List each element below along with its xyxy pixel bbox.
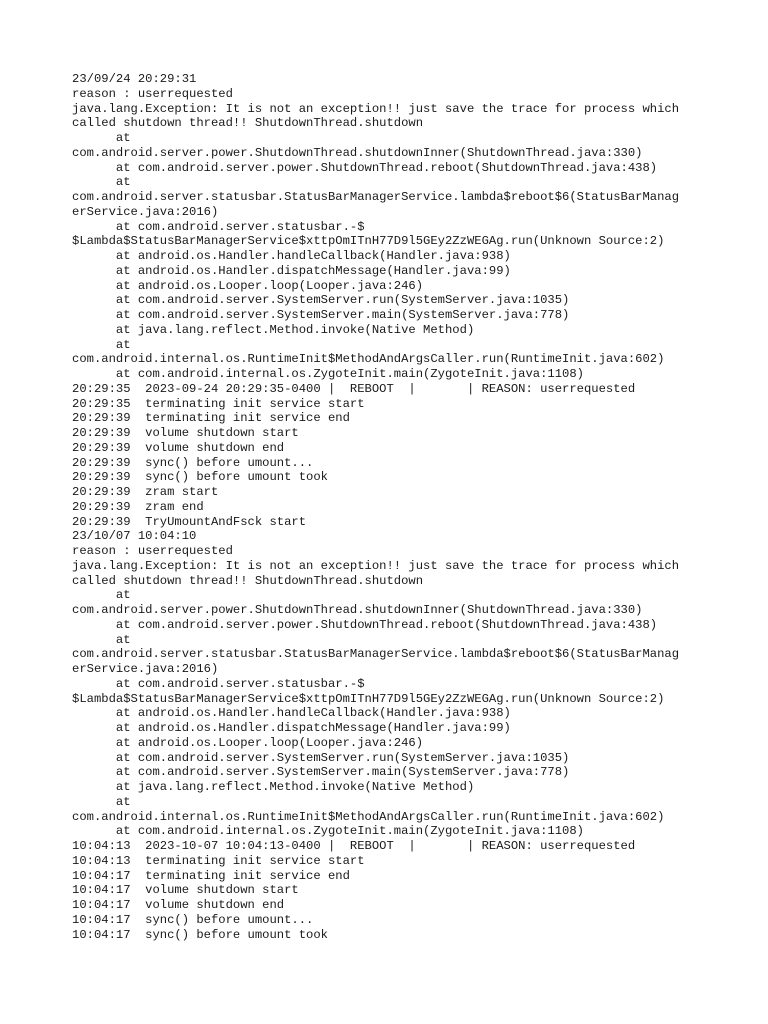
log-line: called shutdown thread!! ShutdownThread.shutdown — [72, 573, 424, 588]
log-line: at android.os.Looper.loop(Looper.java:246) — [72, 278, 424, 293]
log-line: at android.os.Handler.handleCallback(Handler.java:938) — [72, 706, 511, 721]
log-line: 20:29:39 volume shutdown end — [72, 440, 285, 455]
log-line: 10:04:17 volume shutdown start — [72, 883, 299, 898]
log-line: 20:29:39 TryUmountAndFsck start — [72, 514, 307, 529]
log-line: at com.android.internal.os.ZygoteInit.main(ZygoteInit.java:1108) — [72, 824, 584, 839]
log-line: reason : userrequested — [72, 86, 233, 101]
log-line: 10:04:17 sync() before umount... — [72, 912, 314, 927]
log-line: at android.os.Handler.dispatchMessage(Handler.java:99) — [72, 721, 511, 735]
log-line: 20:29:35 terminating init service start — [72, 396, 365, 411]
log-text — [72, 72, 712, 942]
log-line: at android.os.Handler.handleCallback(Handler.java:938) — [72, 249, 511, 263]
log-line: 10:04:13 2023-10-07 10:04:13-0400 | REBOOT | | REASON: userrequested — [72, 839, 636, 853]
log-line: at — [72, 588, 131, 603]
log-line: at android.os.Handler.dispatchMessage(Handler.java:99) — [72, 263, 511, 278]
log-line: $Lambda$StatusBarManagerService$xttpOmITnH77D9l5GEy2ZzWEGAg.run(Unknown Source:2) — [72, 234, 665, 249]
log-line: 20:29:39 volume shutdown start — [72, 426, 299, 440]
log-line: 10:04:17 sync() before umount took — [72, 927, 328, 942]
log-line: at — [72, 131, 131, 145]
log-line: 20:29:39 terminating init service end — [72, 411, 350, 426]
log-line: com.android.internal.os.RuntimeInit$MethodAndArgsCaller.run(RuntimeInit.java:602) — [72, 352, 665, 367]
log-line: at com.android.server.SystemServer.main(SystemServer.java:778) — [72, 308, 570, 322]
log-line: erService.java:2016) — [72, 204, 219, 219]
log-line: at com.android.server.SystemServer.run(SystemServer.java:1035) — [72, 293, 570, 308]
log-line: reason : userrequested — [72, 544, 233, 558]
log-line: com.android.server.statusbar.StatusBarManagerService.lambda$reboot$6(StatusBarManag — [72, 190, 680, 204]
log-line: at — [72, 337, 131, 352]
log-line: com.android.server.statusbar.StatusBarManagerService.lambda$reboot$6(StatusBarManag — [72, 647, 680, 662]
log-line: at — [72, 175, 131, 190]
log-line: at com.android.server.statusbar.-$ — [72, 219, 365, 234]
log-line: at com.android.server.power.ShutdownThread.reboot(ShutdownThread.java:438) — [72, 160, 658, 175]
log-line: 20:29:39 sync() before umount took — [72, 470, 328, 485]
log-line: at — [72, 632, 131, 647]
log-line: 20:29:39 zram end — [72, 499, 204, 514]
log-line: 10:04:17 terminating init service end — [72, 868, 350, 883]
log-line: 23/10/07 10:04:10 — [72, 529, 197, 544]
log-line: at com.android.server.statusbar.-$ — [72, 676, 365, 691]
log-line: at com.android.internal.os.ZygoteInit.main(ZygoteInit.java:1108) — [72, 367, 584, 381]
log-line: 20:29:39 sync() before umount... — [72, 455, 314, 470]
log-line: at java.lang.reflect.Method.invoke(Native Method) — [72, 322, 475, 337]
log-line: 20:29:39 zram start — [72, 485, 219, 499]
log-line: 10:04:13 terminating init service start — [72, 853, 365, 868]
log-line: 23/09/24 20:29:31 — [72, 72, 197, 86]
log-line: erService.java:2016) — [72, 662, 219, 676]
log-line: $Lambda$StatusBarManagerService$xttpOmITnH77D9l5GEy2ZzWEGAg.run(Unknown Source:2) — [72, 691, 665, 706]
log-line: called shutdown thread!! ShutdownThread.shutdown — [72, 116, 424, 131]
log-line: com.android.server.power.ShutdownThread.shutdownInner(ShutdownThread.java:330) — [72, 603, 643, 617]
log-line: com.android.server.power.ShutdownThread.shutdownInner(ShutdownThread.java:330) — [72, 145, 643, 160]
log-line: at java.lang.reflect.Method.invoke(Native Method) — [72, 780, 475, 794]
log-line: 20:29:35 2023-09-24 20:29:35-0400 | REBOOT | | REASON: userrequested — [72, 381, 636, 396]
log-line: at android.os.Looper.loop(Looper.java:246) — [72, 735, 424, 750]
log-line: java.lang.Exception: It is not an exception!! just save the trace for process which — [72, 101, 680, 116]
log-line: at com.android.server.SystemServer.main(SystemServer.java:778) — [72, 765, 570, 780]
log-line: com.android.internal.os.RuntimeInit$MethodAndArgsCaller.run(RuntimeInit.java:602) — [72, 809, 665, 824]
log-line: at — [72, 794, 131, 809]
log-line: 10:04:17 volume shutdown end — [72, 898, 285, 912]
log-line: at com.android.server.power.ShutdownThread.reboot(ShutdownThread.java:438) — [72, 617, 658, 632]
log-line: java.lang.Exception: It is not an exception!! just save the trace for process which — [72, 558, 680, 573]
log-line: at com.android.server.SystemServer.run(SystemServer.java:1035) — [72, 750, 570, 765]
